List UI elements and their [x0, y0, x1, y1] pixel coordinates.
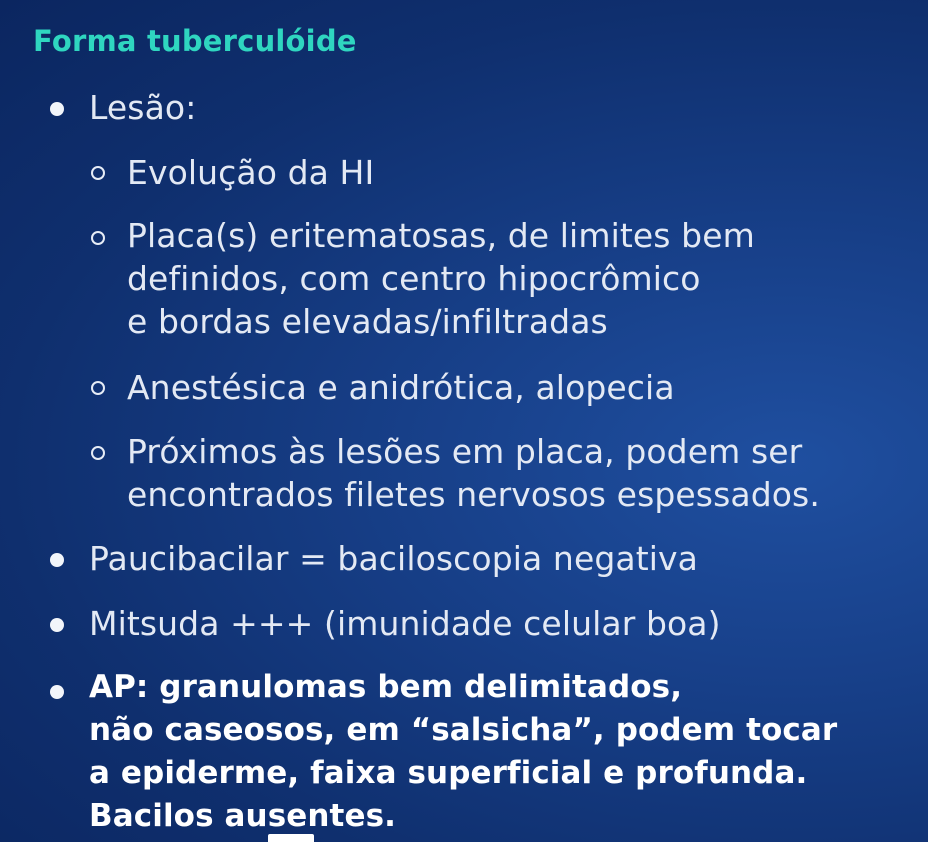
bullet-disc-icon — [50, 553, 64, 567]
bullet-disc-icon — [50, 685, 64, 699]
item-ap-line-2: não caseosos, em “salsicha”, podem tocar — [89, 712, 838, 748]
bullet-circle-icon — [91, 166, 105, 180]
item-ap — [89, 666, 837, 838]
subitem-placas-line-3: e bordas elevadas/infiltradas — [127, 302, 608, 341]
subitem-placas — [127, 214, 755, 343]
item-ap-line-1: AP: granulomas bem delimitados, — [89, 669, 683, 705]
slide-title: Forma tuberculóide — [33, 24, 357, 58]
pointer-marker — [268, 834, 314, 842]
subitem-placas-line-2: definidos, com centro hipocrômico — [127, 259, 701, 298]
subitem-proximos-line-1: Próximos às lesões em placa, podem ser — [127, 432, 803, 471]
bullet-disc-icon — [50, 618, 64, 632]
item-mitsuda: Mitsuda +++ (imunidade celular boa) — [89, 604, 721, 643]
bullet-circle-icon — [91, 381, 105, 395]
bullet-circle-icon — [91, 446, 105, 460]
subitem-placas-line-1: Placa(s) eritematosas, de limites bem — [127, 216, 755, 255]
subitem-anestesica: Anestésica e anidrótica, alopecia — [127, 368, 675, 407]
subitem-evolucao: Evolução da HI — [127, 153, 375, 192]
subitem-proximos-line-2: encontrados filetes nervosos espessados. — [127, 475, 820, 514]
subitem-proximos — [127, 430, 820, 516]
item-ap-line-3: a epiderme, faixa superficial e profunda. — [89, 755, 808, 791]
bullet-circle-icon — [91, 231, 105, 245]
item-paucibacilar: Paucibacilar = baciloscopia negativa — [89, 539, 698, 578]
item-ap-line-4: Bacilos ausentes. — [89, 798, 397, 834]
item-lesao: Lesão: — [89, 88, 197, 127]
bullet-disc-icon — [50, 102, 64, 116]
